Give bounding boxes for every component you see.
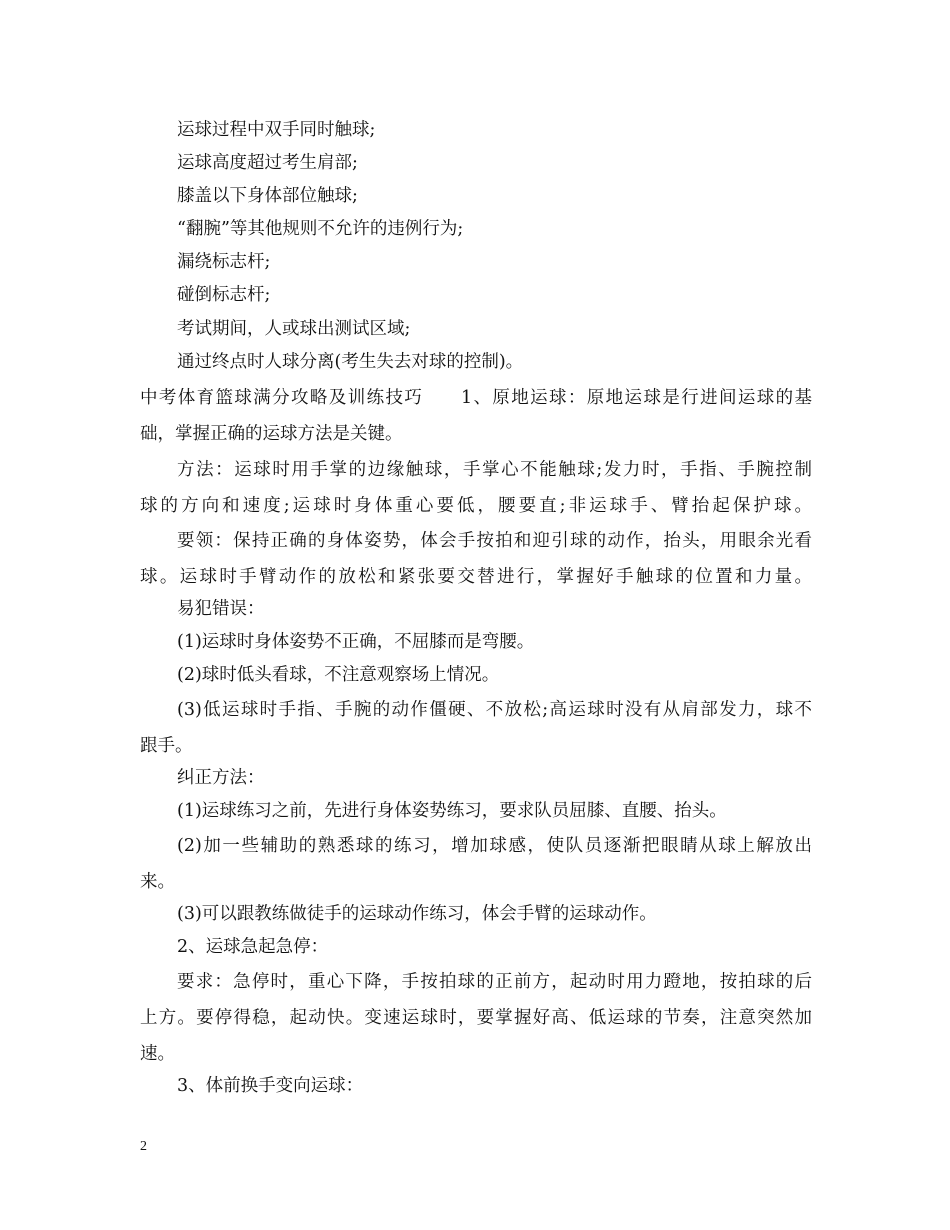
text-line: 漏绕标志杆; [177, 252, 271, 272]
text-line: 中考体育篮球满分攻略及训练技巧 1、原地运球：原地运球是行进间运球的基 [140, 388, 812, 408]
text-line: 碰倒标志杆; [177, 285, 271, 305]
text-line: 易犯错误： [177, 599, 265, 619]
text-line: 膝盖以下身体部位触球; [177, 186, 358, 206]
text-line: 上方。要停得稳，起动快。变速运球时，要掌握好高、低运球的节奏，注意突然加 [140, 1008, 812, 1028]
text-line: 跟手。 [140, 736, 193, 756]
text-line: 通过终点时人球分离(考生失去对球的控制)。 [177, 352, 524, 372]
page-number: 2 [140, 1139, 147, 1154]
text-line: 球的方向和速度;运球时身体重心要低，腰要直;非运球手、臂抬起保护球。 [140, 496, 812, 516]
text-line: 球。运球时手臂动作的放松和紧张要交替进行，掌握好手触球的位置和力量。 [140, 567, 812, 587]
text-line: 纠正方法： [177, 768, 265, 788]
text-line: 要领：保持正确的身体姿势，体会手按拍和迎引球的动作，抬头，用眼余光看 [177, 531, 812, 551]
text-line: “翻腕”等其他规则不允许的违例行为; [177, 219, 464, 239]
text-line: (1)运球练习之前，先进行身体姿势练习，要求队员屈膝、直腰、抬头。 [177, 801, 727, 821]
text-line: 考试期间，人或球出测试区域; [177, 319, 411, 339]
text-line: (3)低运球时手指、手腕的动作僵硬、不放松;高运球时没有从肩部发力，球不 [177, 700, 812, 720]
text-line: 方法：运球时用手掌的边缘触球，手掌心不能触球;发力时，手指、手腕控制 [177, 460, 812, 480]
text-line: 来。 [140, 872, 175, 892]
text-line: 础，掌握正确的运球方法是关键。 [140, 424, 403, 444]
text-line: (2)球时低头看球，不注意观察场上情况。 [177, 665, 500, 685]
text-line: 速。 [140, 1044, 175, 1064]
text-line: 运球过程中双手同时触球; [177, 120, 376, 140]
text-line: (2)加一些辅助的熟悉球的练习，增加球感，使队员逐渐把眼睛从球上解放出 [177, 836, 812, 856]
text-line: 运球高度超过考生肩部; [177, 153, 358, 173]
text-line: (3)可以跟教练做徒手的运球动作练习，体会手臂的运球动作。 [177, 904, 657, 924]
text-line: (1)运球时身体姿势不正确，不屈膝而是弯腰。 [177, 632, 535, 652]
text-line: 2、运球急起急停： [177, 937, 329, 957]
text-line: 3、体前换手变向运球： [177, 1076, 364, 1096]
text-line: 要求：急停时，重心下降，手按拍球的正前方，起动时用力蹬地，按拍球的后 [177, 972, 812, 992]
